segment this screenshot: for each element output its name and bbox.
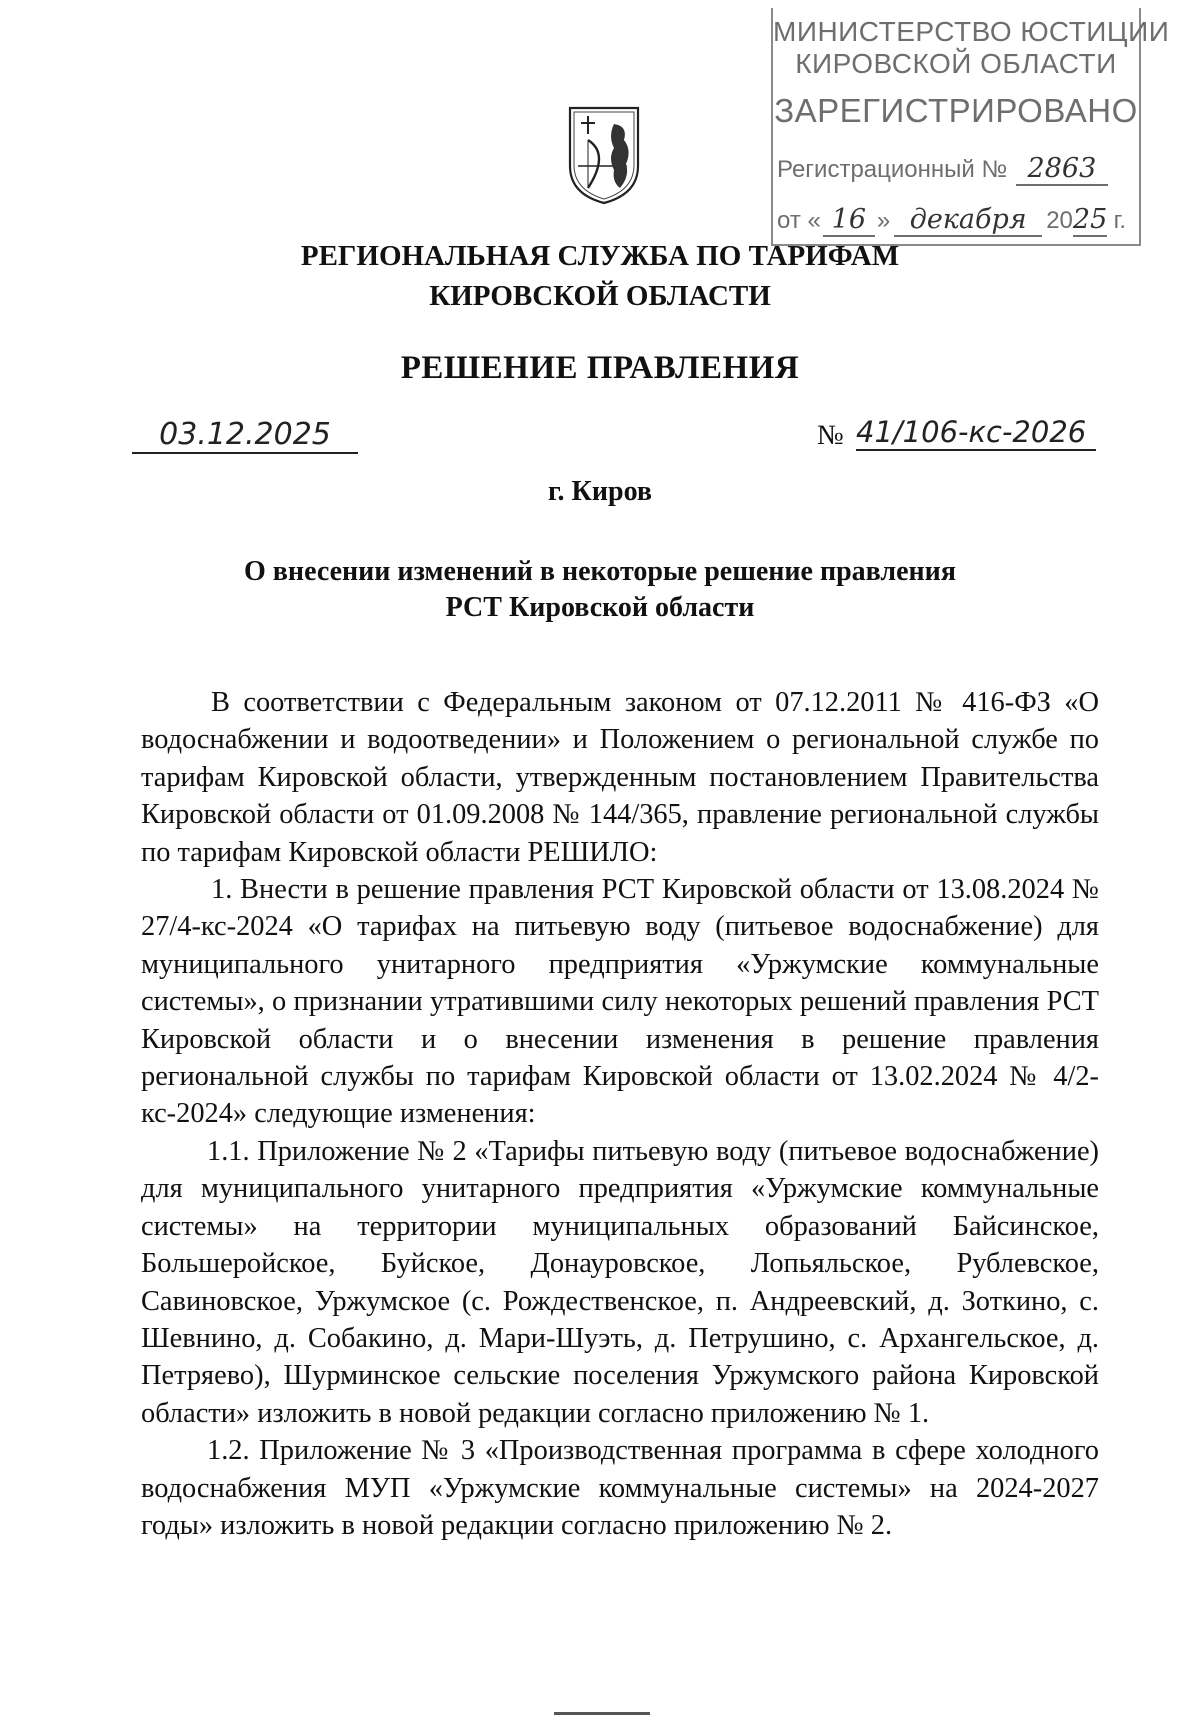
document-body: [141, 684, 1099, 1544]
document-title: РЕШЕНИЕ ПРАВЛЕНИЯ: [400, 350, 800, 386]
org-name-line1: РЕГИОНАЛЬНАЯ СЛУЖБА ПО ТАРИФАМ: [300, 240, 900, 272]
stamp-date-suffix: г.: [1113, 207, 1127, 234]
decision-number: 41/106-кс-2026: [856, 415, 1096, 451]
decision-date: 03.12.2025: [132, 417, 358, 454]
stamp-ministry-line: МИНИСТЕРСТВО ЮСТИЦИИ: [773, 16, 1170, 47]
stamp-date-day: 16: [823, 204, 875, 237]
registration-stamp: [771, 8, 1170, 246]
subject-line1: О внесении изменений в некоторые решение правления: [244, 556, 956, 587]
body-item-1-1: 1.1. Приложение № 2 «Тарифы питьевую воду (питьевое водоснабжение) для муниципального унитарного предприятия «Уржумские коммунальные системы» на территории муниципальных образований Байсинское, Большеройское, Буйское, Донауровское, Лопьяльское, Рублевское, Савиновское, Уржумское (с. Рождественское, п. Андреевский, д. Зоткино, с. Шевнино, д. Собакино, д. Мари-Шуэть, д. Петрушино, с. Архангельское, д. Петряево), Шурминское сельские поселения Уржумского района Кировской области» изложить в новой редакции согласно приложению № 1.: [141, 1135, 1099, 1429]
org-name-line2: КИРОВСКОЙ ОБЛАСТИ: [429, 280, 771, 312]
page-bottom-mark: [554, 1712, 650, 1715]
stamp-date-year: 25: [1072, 204, 1108, 235]
body-preamble: В соответствии с Федеральным законом от 07.12.2011 № 416-ФЗ «О водоснабжении и водоотведении» и Положением о региональной службе по тарифам Кировской области, утвержденным постановлением Правительства Кировской области от 01.09.2008 № 144/365, правление региональной службы по тарифам Кировской области РЕШИЛО:: [141, 687, 1099, 868]
stamp-date-row: [777, 204, 1126, 237]
subject-line2: РСТ Кировской области: [445, 592, 755, 623]
coat-of-arms-icon: [566, 104, 642, 206]
decision-number-label: №: [817, 420, 844, 451]
stamp-reg-number: 2863: [1016, 153, 1108, 186]
body-item-1: 1. Внести в решение правления РСТ Кировской области от 13.08.2024 № 27/4-кс-2024 «О тарифах на питьевую воду (питьевое водоснабжение) для муниципального унитарного предприятия «Уржумские коммунальные системы», о признании утратившими силу некоторых решений правления РСТ Кировской области и о внесении изменения в решение правления региональной службы по тарифам Кировской области от 13.02.2024 № 4/2-кс-2024» следующие изменения:: [141, 874, 1099, 1130]
stamp-year-prefix: 20: [1046, 207, 1073, 234]
stamp-status: ЗАРЕГИСТРИРОВАНО: [774, 92, 1138, 129]
stamp-reg-label: Регистрационный №: [777, 156, 1008, 183]
stamp-date-month: декабря: [894, 204, 1042, 237]
stamp-reg-row: [777, 153, 1108, 186]
stamp-date-quote: »: [876, 207, 891, 234]
city: г. Киров: [548, 476, 652, 507]
body-item-1-2: 1.2. Приложение № 3 «Производственная программа в сфере холодного водоснабжения МУП «Уржумские коммунальные системы» на 2024-2027 годы» изложить в новой редакции согласно приложению № 2.: [141, 1435, 1099, 1541]
stamp-date-prefix: от «: [777, 207, 821, 234]
stamp-region-line: КИРОВСКОЙ ОБЛАСТИ: [795, 48, 1117, 79]
